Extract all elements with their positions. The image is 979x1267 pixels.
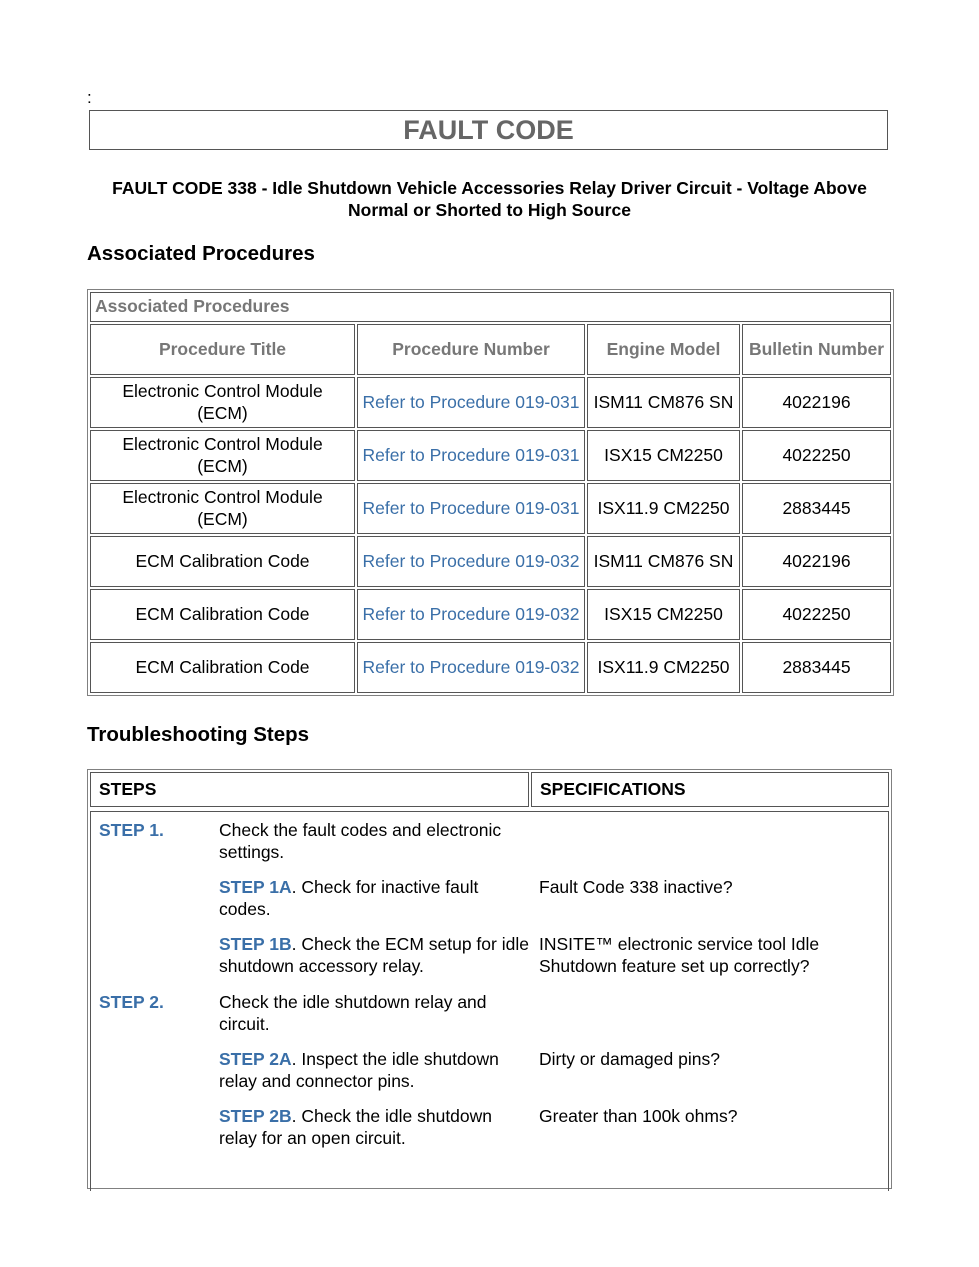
table-row <box>90 430 891 481</box>
table-caption: Associated Procedures <box>90 292 891 322</box>
table-row <box>90 642 891 693</box>
step-2-link[interactable]: STEP 2. <box>99 992 164 1012</box>
procedure-link[interactable]: Refer to Procedure 019-031 <box>357 483 585 534</box>
column-header-procedure-title: Procedure Title <box>90 324 355 375</box>
column-header-procedure-number: Procedure Number <box>357 324 585 375</box>
bulletin-number-cell: 4022196 <box>742 377 891 428</box>
step-1-link[interactable]: STEP 1. <box>99 820 164 840</box>
table-row <box>90 483 891 534</box>
colon-mark: : <box>87 88 92 107</box>
bulletin-number-cell: 2883445 <box>742 483 891 534</box>
step-2b-link[interactable]: STEP 2B <box>219 1106 292 1126</box>
step-1a-spec: Fault Code 338 inactive? <box>539 877 733 897</box>
table-row <box>90 377 891 428</box>
column-header-engine-model: Engine Model <box>587 324 740 375</box>
step-1a-link[interactable]: STEP 1A <box>219 877 292 897</box>
engine-model-cell: ISX15 CM2250 <box>587 430 740 481</box>
step-1b-spec: INSITE™ electronic service tool Idle Shutdown feature set up correctly? <box>539 934 820 976</box>
step-2b-text: STEP 2B. Check the idle shutdown relay for an open circuit. <box>219 1106 493 1148</box>
step-2a-link[interactable]: STEP 2A <box>219 1049 292 1069</box>
engine-model-cell: ISX11.9 CM2250 <box>587 642 740 693</box>
troubleshooting-table <box>87 769 892 1189</box>
procedure-link[interactable]: Refer to Procedure 019-032 <box>357 536 585 587</box>
bulletin-number-cell: 2883445 <box>742 642 891 693</box>
troubleshooting-heading: Troubleshooting Steps <box>87 723 310 746</box>
step-2b-spec: Greater than 100k ohms? <box>539 1106 738 1126</box>
procedure-link[interactable]: Refer to Procedure 019-031 <box>357 377 585 428</box>
bulletin-number-cell: 4022250 <box>742 430 891 481</box>
engine-model-cell: ISM11 CM876 SN <box>587 377 740 428</box>
column-header-steps: STEPS <box>90 772 529 807</box>
procedure-link[interactable]: Refer to Procedure 019-032 <box>357 642 585 693</box>
procedure-link[interactable]: Refer to Procedure 019-032 <box>357 589 585 640</box>
table-row <box>90 589 891 640</box>
fault-code-title: FAULT CODE 338 - Idle Shutdown Vehicle Accessories Relay Driver Circuit - Voltage Above Normal or Shorted to High Source <box>112 178 867 220</box>
step-2a-spec: Dirty or damaged pins? <box>539 1049 720 1069</box>
step-1-text: Check the fault codes and electronic settings. <box>219 820 502 862</box>
engine-model-cell: ISX11.9 CM2250 <box>587 483 740 534</box>
procedure-title-cell: Electronic Control Module (ECM) <box>90 483 355 534</box>
troubleshooting-body <box>90 811 889 1191</box>
engine-model-cell: ISX15 CM2250 <box>587 589 740 640</box>
step-1a-text: STEP 1A. Check for inactive fault codes. <box>219 877 479 919</box>
step-1b-link[interactable]: STEP 1B <box>219 934 292 954</box>
step-1b-text: STEP 1B. Check the ECM setup for idle shutdown accessory relay. <box>219 934 529 976</box>
procedure-title-cell: ECM Calibration Code <box>90 536 355 587</box>
procedure-title-cell: ECM Calibration Code <box>90 589 355 640</box>
column-header-specifications: SPECIFICATIONS <box>531 772 889 807</box>
step-2a-text: STEP 2A. Inspect the idle shutdown relay and connector pins. <box>219 1049 499 1091</box>
associated-procedures-heading: Associated Procedures <box>87 242 315 265</box>
table-row <box>90 536 891 587</box>
procedure-link[interactable]: Refer to Procedure 019-031 <box>357 430 585 481</box>
procedure-title-cell: ECM Calibration Code <box>90 642 355 693</box>
step-2-text: Check the idle shutdown relay and circuit. <box>219 992 487 1034</box>
associated-procedures-table <box>87 289 894 696</box>
engine-model-cell: ISM11 CM876 SN <box>587 536 740 587</box>
bulletin-number-cell: 4022250 <box>742 589 891 640</box>
procedure-title-cell: Electronic Control Module (ECM) <box>90 430 355 481</box>
column-header-bulletin-number: Bulletin Number <box>742 324 891 375</box>
bulletin-number-cell: 4022196 <box>742 536 891 587</box>
procedure-title-cell: Electronic Control Module (ECM) <box>90 377 355 428</box>
page-banner: FAULT CODE <box>89 110 888 150</box>
